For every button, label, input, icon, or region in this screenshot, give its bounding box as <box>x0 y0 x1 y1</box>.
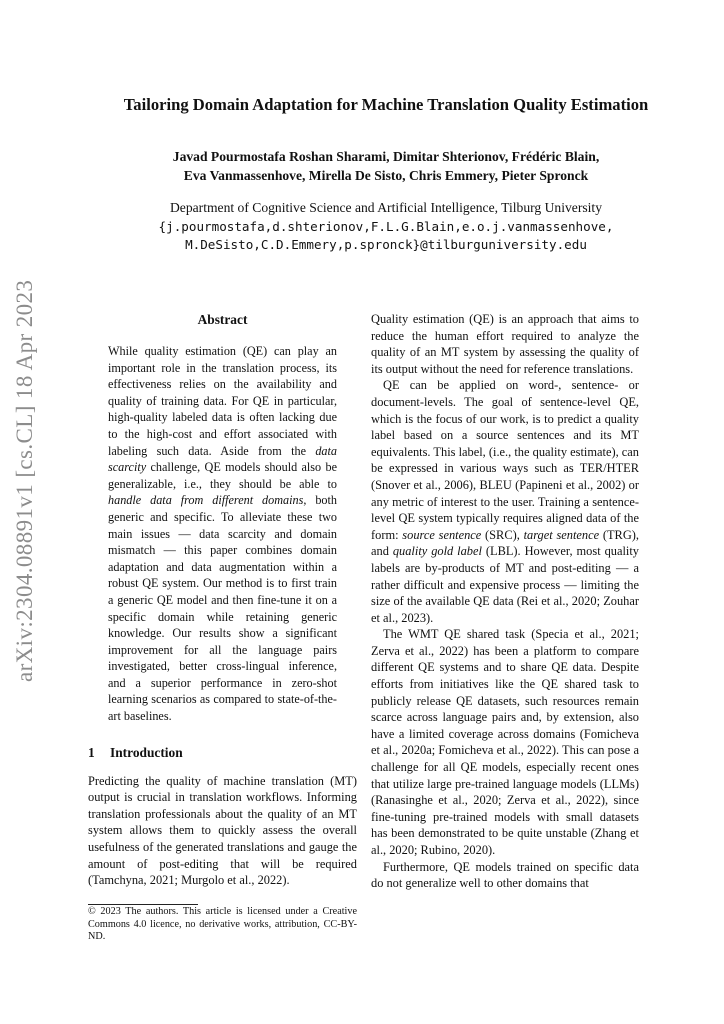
text-segment: (SRC), <box>481 527 524 542</box>
abstract-segment: challenge, QE models should also be generalizable, i.e., they should be able to <box>108 460 337 491</box>
abstract-emphasis: handle data from different domains <box>108 493 304 508</box>
arxiv-identifier: arXiv:2304.08891v1 [cs.CL] 18 Apr 2023 <box>12 279 37 682</box>
email-line-2: M.DeSisto,C.D.Emmery,p.spronck}@tilburguniversity.edu <box>185 237 587 252</box>
emphasis-term: quality gold label <box>392 544 482 559</box>
abstract-text <box>108 343 337 725</box>
author-line-2: Eva Vanmassenhove, Mirella De Sisto, Chris Emmery, Pieter Spronck <box>183 167 589 183</box>
section-title: Introduction <box>110 744 183 760</box>
author-line-1: Javad Pourmostafa Roshan Sharami, Dimitar Shterionov, Frédéric Blain, <box>172 149 600 164</box>
department: Department of Cognitive Science and Artificial Intelligence, Tilburg University <box>169 200 602 215</box>
email-line-1: {j.pourmostafa,d.shterionov,F.L.G.Blain,e.o.j.vanmassenhove, <box>158 218 614 234</box>
text-segment: QE can be applied on word-, sentence- or document-levels. The goal of sentence-level QE, which is the focus of our work, is to predict a quality label based on a source sentences and its MT equivalents. This label, (i.e., the quality estimate), can be expressed in various ways such as TER/HTER (Snover et al., 2006), BLEU (Papineni et al., 2002) or any metric of interest to the user. Training a sentence-level QE system typically requires aligned data of the form: <box>371 378 639 542</box>
footnote-divider <box>88 904 198 905</box>
paragraph-sentence-level-qe <box>371 377 639 626</box>
license-footnote: © 2023 The authors. This article is licensed under a Creative Commons 4.0 licence, no derivative works, attribution, CC-BY-ND. <box>88 906 357 943</box>
paragraph-generalization: Furthermore, QE models trained on specific data do not generalize well to other domains that <box>371 859 639 891</box>
paragraph-qe-definition: Quality estimation (QE) is an approach that aims to reduce the human effort required to analyze the quality of an MT system by assessing the quality of its output without the need for reference translations. <box>371 312 639 376</box>
abstract-segment: , both generic and specific. To alleviate these two main issues — data scarcity and domain mismatch — this paper combines domain adaptation and data augmentation within a robust QE system. Our method is to first train a generic QE model and then fine-tune it on a specific domain while retaining generic knowledge. Our results show a significant improvement for all the language pairs investigated, better cross-lingual inference, and a superior performance in zero-shot learning scenarios as compared to state-of-the-art baselines. <box>108 493 338 724</box>
intro-paragraph: Predicting the quality of machine translation (MT) output is crucial in translation workflows. Informing translation professionals about the quality of an MT system allows them to quickly assess the overall usefulness of the generated translations and gauge the amount of post-editing that will be required (Tamchyna, 2021; Murgolo et al., 2022). <box>88 773 357 888</box>
left-column <box>88 310 357 889</box>
affiliation-block <box>70 199 702 255</box>
abstract-heading: Abstract <box>197 312 248 327</box>
author-list <box>70 148 702 185</box>
paragraph-wmt-shared-task: The WMT QE shared task (Specia et al., 2021; Zerva et al., 2022) has been a platform to compare different QE systems and to share QE data. Despite efforts from initiatives like the QE shared task to publicly release QE datasets, such resources remain scarce across language pairs and, by extension, also have a limited coverage across domains (Fomicheva et al., 2020a; Fomicheva et al., 2022). This can pose a challenge for all QE models, especially recent ones that utilize large pre-trained language models (LLMs) (Ranasinghe et al., 2020; Zerva et al., 2022), since fine-tuning pre-trained models with small datasets has been demonstrated to be quite unstable (Zhang et al., 2020; Rubino, 2020). <box>371 627 639 857</box>
emphasis-term: target sentence <box>523 527 600 542</box>
abstract-emphasis: data scarcity <box>108 443 337 475</box>
section-heading-introduction <box>88 744 357 762</box>
text-segment: (TRG), and <box>371 527 639 559</box>
abstract-segment: While quality estimation (QE) can play an important role in the translation process, its effectiveness relies on the availability and quality of training data. For QE in particular, high-quality labeled data is often lacking due to the high-cost and effort associated with labeling such data. Aside from the <box>108 344 337 458</box>
paper-title: Tailoring Domain Adaptation for Machine Translation Quality Estimation <box>123 95 649 114</box>
emphasis-term: source sentence <box>402 527 482 542</box>
section-number: 1 <box>88 744 95 760</box>
text-segment: (LBL). However, most quality labels are by-products of MT and post-editing — a rather difficult and expensive process — limiting the size of the available QE data (Rei et al., 2020; Zouhar et al., 2023). <box>371 544 639 625</box>
right-column <box>371 311 639 892</box>
